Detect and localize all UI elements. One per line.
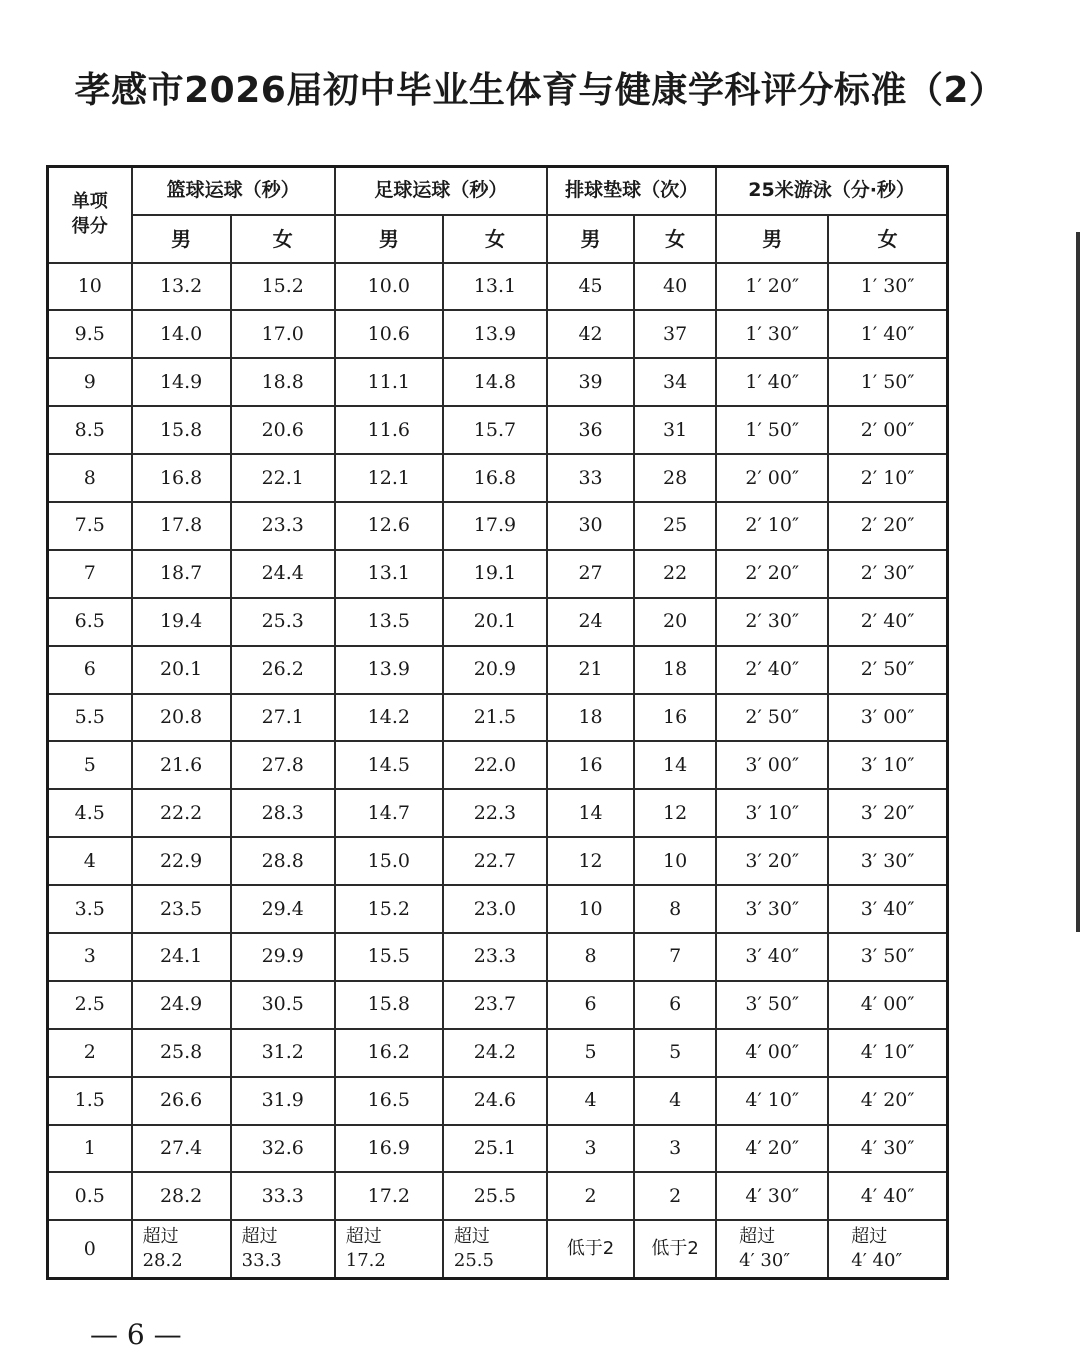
- table-cell: 23.0: [443, 885, 547, 933]
- table-cell: 18: [547, 694, 634, 742]
- table-cell: 31.2: [231, 1029, 335, 1077]
- table-cell: 28: [634, 454, 716, 502]
- scoring-table: [46, 165, 949, 1280]
- table-cell: 14.2: [335, 694, 443, 742]
- table-cell: 15.2: [231, 263, 335, 311]
- table-cell: 15.8: [335, 981, 443, 1029]
- table-cell: 3′ 20″: [828, 789, 947, 837]
- table-cell: 12.6: [335, 502, 443, 550]
- table-cell: 29.4: [231, 885, 335, 933]
- table-cell: 1′ 40″: [716, 358, 828, 406]
- header-basketball: 篮球运球（秒）: [132, 167, 335, 215]
- table-cell: 13.1: [335, 550, 443, 598]
- row-score-cell: 0.5: [48, 1172, 132, 1220]
- table-cell: 2′ 50″: [716, 694, 828, 742]
- table-cell: 20.1: [443, 598, 547, 646]
- table-cell: 16.8: [443, 454, 547, 502]
- table-cell: 24.4: [231, 550, 335, 598]
- table-cell: 2′ 10″: [828, 454, 947, 502]
- table-cell: 22.3: [443, 789, 547, 837]
- table-cell: 5: [547, 1029, 634, 1077]
- row-score-cell: 10: [48, 263, 132, 311]
- table-cell: 3′ 00″: [716, 741, 828, 789]
- table-cell: 13.1: [443, 263, 547, 311]
- table-cell: 20.1: [132, 646, 231, 694]
- table-row: [48, 694, 948, 742]
- table-cell: 15.2: [335, 885, 443, 933]
- table-cell: 45: [547, 263, 634, 311]
- table-cell: 12: [547, 837, 634, 885]
- table-row: [48, 1172, 948, 1220]
- table-cell: 16.2: [335, 1029, 443, 1077]
- table-cell: 22.2: [132, 789, 231, 837]
- table-row-zero: [48, 1220, 948, 1278]
- table-cell: 22.1: [231, 454, 335, 502]
- table-cell: 40: [634, 263, 716, 311]
- row-score-cell: 4: [48, 837, 132, 885]
- table-cell: 13.9: [335, 646, 443, 694]
- table-row: [48, 263, 948, 311]
- table-cell: 4: [547, 1077, 634, 1125]
- table-cell: 21: [547, 646, 634, 694]
- table-row: [48, 454, 948, 502]
- table-cell: 2′ 00″: [828, 406, 947, 454]
- table-cell: 18.8: [231, 358, 335, 406]
- table-cell: 6: [634, 981, 716, 1029]
- table-cell: 超过 25.5: [443, 1220, 547, 1278]
- table-cell: 14.5: [335, 741, 443, 789]
- table-cell: 21.5: [443, 694, 547, 742]
- table-cell: 10.0: [335, 263, 443, 311]
- table-cell: 16.5: [335, 1077, 443, 1125]
- table-cell: 3′ 10″: [828, 741, 947, 789]
- table-cell: 23.3: [231, 502, 335, 550]
- table-cell: 6: [547, 981, 634, 1029]
- header-football-female: 女: [443, 215, 547, 263]
- table-cell: 15.7: [443, 406, 547, 454]
- row-score-cell: 7.5: [48, 502, 132, 550]
- table-cell: 27.8: [231, 741, 335, 789]
- table-cell: 24.9: [132, 981, 231, 1029]
- table-cell: 14: [634, 741, 716, 789]
- table-cell: 3: [634, 1125, 716, 1173]
- table-cell: 18: [634, 646, 716, 694]
- table-cell: 5: [634, 1029, 716, 1077]
- table-cell: 24.1: [132, 933, 231, 981]
- table-cell: 18.7: [132, 550, 231, 598]
- row-score-cell: 5.5: [48, 694, 132, 742]
- table-cell: 8: [634, 885, 716, 933]
- table-cell: 3: [547, 1125, 634, 1173]
- table-row: [48, 310, 948, 358]
- table-cell: 25.8: [132, 1029, 231, 1077]
- table-cell: 8: [547, 933, 634, 981]
- table-cell: 11.1: [335, 358, 443, 406]
- table-cell: 7: [634, 933, 716, 981]
- row-score-cell: 1.5: [48, 1077, 132, 1125]
- table-cell: 4′ 30″: [716, 1172, 828, 1220]
- row-score-cell: 2: [48, 1029, 132, 1077]
- row-score-cell: 9: [48, 358, 132, 406]
- table-cell: 20: [634, 598, 716, 646]
- header-volleyball-male: 男: [547, 215, 634, 263]
- table-cell: 1′ 20″: [716, 263, 828, 311]
- table-row: [48, 646, 948, 694]
- table-cell: 3′ 10″: [716, 789, 828, 837]
- table-cell: 15.0: [335, 837, 443, 885]
- table-cell: 30.5: [231, 981, 335, 1029]
- table-cell: 22.9: [132, 837, 231, 885]
- table-cell: 11.6: [335, 406, 443, 454]
- row-score-cell: 3: [48, 933, 132, 981]
- table-cell: 17.8: [132, 502, 231, 550]
- table-cell: 15.5: [335, 933, 443, 981]
- table-row: [48, 789, 948, 837]
- table-cell: 2: [547, 1172, 634, 1220]
- row-score-cell: 8: [48, 454, 132, 502]
- table-cell: 4: [634, 1077, 716, 1125]
- table-cell: 10: [547, 885, 634, 933]
- header-volleyball: 排球垫球（次）: [547, 167, 716, 215]
- page-number: — 6 —: [90, 1318, 182, 1351]
- table-cell: 25.3: [231, 598, 335, 646]
- table-row: [48, 1077, 948, 1125]
- table-cell: 3′ 50″: [828, 933, 947, 981]
- table-cell: 2′ 10″: [716, 502, 828, 550]
- table-row: [48, 406, 948, 454]
- table-cell: 24.6: [443, 1077, 547, 1125]
- row-score-cell: 1: [48, 1125, 132, 1173]
- table-cell: 16.8: [132, 454, 231, 502]
- table-row: [48, 1029, 948, 1077]
- table-cell: 19.4: [132, 598, 231, 646]
- table-cell: 23.5: [132, 885, 231, 933]
- table-cell: 超过 33.3: [231, 1220, 335, 1278]
- table-cell: 4′ 30″: [828, 1125, 947, 1173]
- header-swimming: 25米游泳（分·秒）: [716, 167, 947, 215]
- header-swimming-male: 男: [716, 215, 828, 263]
- row-score-cell: 8.5: [48, 406, 132, 454]
- table-cell: 超过 4′ 40″: [828, 1220, 947, 1278]
- header-basketball-male: 男: [132, 215, 231, 263]
- header-football: 足球运球（秒）: [335, 167, 547, 215]
- table-cell: 17.9: [443, 502, 547, 550]
- table-cell: 33: [547, 454, 634, 502]
- table-row: [48, 981, 948, 1029]
- table-cell: 25.5: [443, 1172, 547, 1220]
- table-cell: 15.8: [132, 406, 231, 454]
- table-row: [48, 358, 948, 406]
- table-row: [48, 837, 948, 885]
- table-cell: 4′ 00″: [716, 1029, 828, 1077]
- table-cell: 2′ 30″: [716, 598, 828, 646]
- table-cell: 31: [634, 406, 716, 454]
- row-score-cell: 5: [48, 741, 132, 789]
- table-cell: 超过 28.2: [132, 1220, 231, 1278]
- table-cell: 28.3: [231, 789, 335, 837]
- row-score-cell: 9.5: [48, 310, 132, 358]
- table-cell: 25.1: [443, 1125, 547, 1173]
- table-cell: 39: [547, 358, 634, 406]
- header-football-male: 男: [335, 215, 443, 263]
- table-cell: 36: [547, 406, 634, 454]
- table-cell: 23.7: [443, 981, 547, 1029]
- table-cell: 28.2: [132, 1172, 231, 1220]
- table-cell: 4′ 00″: [828, 981, 947, 1029]
- table-cell: 3′ 20″: [716, 837, 828, 885]
- table-cell: 34: [634, 358, 716, 406]
- table-cell: 42: [547, 310, 634, 358]
- table-cell: 2′ 50″: [828, 646, 947, 694]
- table-cell: 23.3: [443, 933, 547, 981]
- table-cell: 20.8: [132, 694, 231, 742]
- table-cell: 1′ 30″: [828, 263, 947, 311]
- table-cell: 1′ 50″: [828, 358, 947, 406]
- table-cell: 22.0: [443, 741, 547, 789]
- page-title: 孝感市2026届初中毕业生体育与健康学科评分标准（2）: [74, 70, 1006, 111]
- table-cell: 20.9: [443, 646, 547, 694]
- table-cell: 13.2: [132, 263, 231, 311]
- table-cell: 4′ 20″: [716, 1125, 828, 1173]
- table-cell: 2′ 30″: [828, 550, 947, 598]
- table-cell: 17.2: [335, 1172, 443, 1220]
- table-cell: 1′ 50″: [716, 406, 828, 454]
- table-cell: 4′ 10″: [716, 1077, 828, 1125]
- table-cell: 29.9: [231, 933, 335, 981]
- table-cell: 4′ 40″: [828, 1172, 947, 1220]
- table-cell: 3′ 40″: [828, 885, 947, 933]
- table-cell: 27.1: [231, 694, 335, 742]
- table-cell: 14.7: [335, 789, 443, 837]
- table-cell: 16: [547, 741, 634, 789]
- table-cell: 3′ 50″: [716, 981, 828, 1029]
- table-cell: 低于2: [547, 1220, 634, 1278]
- table-cell: 16: [634, 694, 716, 742]
- table-cell: 13.9: [443, 310, 547, 358]
- table-row: [48, 1125, 948, 1173]
- table-row: [48, 598, 948, 646]
- table-cell: 25: [634, 502, 716, 550]
- table-cell: 4′ 20″: [828, 1077, 947, 1125]
- table-cell: 10.6: [335, 310, 443, 358]
- table-cell: 14.9: [132, 358, 231, 406]
- table-cell: 28.8: [231, 837, 335, 885]
- table-cell: 3′ 30″: [828, 837, 947, 885]
- table-cell: 3′ 40″: [716, 933, 828, 981]
- table-cell: 12: [634, 789, 716, 837]
- table-cell: 2: [634, 1172, 716, 1220]
- table-cell: 超过 17.2: [335, 1220, 443, 1278]
- table-cell: 21.6: [132, 741, 231, 789]
- table-cell: 27.4: [132, 1125, 231, 1173]
- table-cell: 12.1: [335, 454, 443, 502]
- table-cell: 2′ 20″: [716, 550, 828, 598]
- table-cell: 27: [547, 550, 634, 598]
- table-cell: 1′ 40″: [828, 310, 947, 358]
- table-cell: 14.8: [443, 358, 547, 406]
- header-basketball-female: 女: [231, 215, 335, 263]
- table-cell: 超过 4′ 30″: [716, 1220, 828, 1278]
- table-cell: 低于2: [634, 1220, 716, 1278]
- table-cell: 4′ 10″: [828, 1029, 947, 1077]
- table-cell: 1′ 30″: [716, 310, 828, 358]
- header-volleyball-female: 女: [634, 215, 716, 263]
- table-body: [48, 263, 948, 1221]
- row-score-cell: 7: [48, 550, 132, 598]
- header-swimming-female: 女: [828, 215, 947, 263]
- table-cell: 2′ 40″: [716, 646, 828, 694]
- table-cell: 3′ 00″: [828, 694, 947, 742]
- table-cell: 0: [48, 1220, 132, 1278]
- row-score-cell: 2.5: [48, 981, 132, 1029]
- table-cell: 2′ 00″: [716, 454, 828, 502]
- table-cell: 14: [547, 789, 634, 837]
- table-row: [48, 550, 948, 598]
- table-cell: 26.2: [231, 646, 335, 694]
- table-cell: 31.9: [231, 1077, 335, 1125]
- table-cell: 16.9: [335, 1125, 443, 1173]
- row-score-cell: 4.5: [48, 789, 132, 837]
- table-cell: 20.6: [231, 406, 335, 454]
- table-cell: 19.1: [443, 550, 547, 598]
- table-cell: 14.0: [132, 310, 231, 358]
- table-cell: 33.3: [231, 1172, 335, 1220]
- table-cell: 24.2: [443, 1029, 547, 1077]
- table-cell: 22.7: [443, 837, 547, 885]
- row-score-cell: 6: [48, 646, 132, 694]
- table-row: [48, 933, 948, 981]
- header-score-corner: 单项 得分: [48, 167, 132, 263]
- table-cell: 2′ 40″: [828, 598, 947, 646]
- table-cell: 24: [547, 598, 634, 646]
- table-cell: 26.6: [132, 1077, 231, 1125]
- table-cell: 2′ 20″: [828, 502, 947, 550]
- table-cell: 22: [634, 550, 716, 598]
- row-score-cell: 3.5: [48, 885, 132, 933]
- table-row: [48, 502, 948, 550]
- table-cell: 30: [547, 502, 634, 550]
- table-cell: 37: [634, 310, 716, 358]
- table-cell: 3′ 30″: [716, 885, 828, 933]
- row-score-cell: 6.5: [48, 598, 132, 646]
- table-cell: 17.0: [231, 310, 335, 358]
- page-edge-shadow: [1076, 232, 1080, 932]
- table-row: [48, 885, 948, 933]
- table-cell: 10: [634, 837, 716, 885]
- table-cell: 32.6: [231, 1125, 335, 1173]
- table-row: [48, 741, 948, 789]
- table-cell: 13.5: [335, 598, 443, 646]
